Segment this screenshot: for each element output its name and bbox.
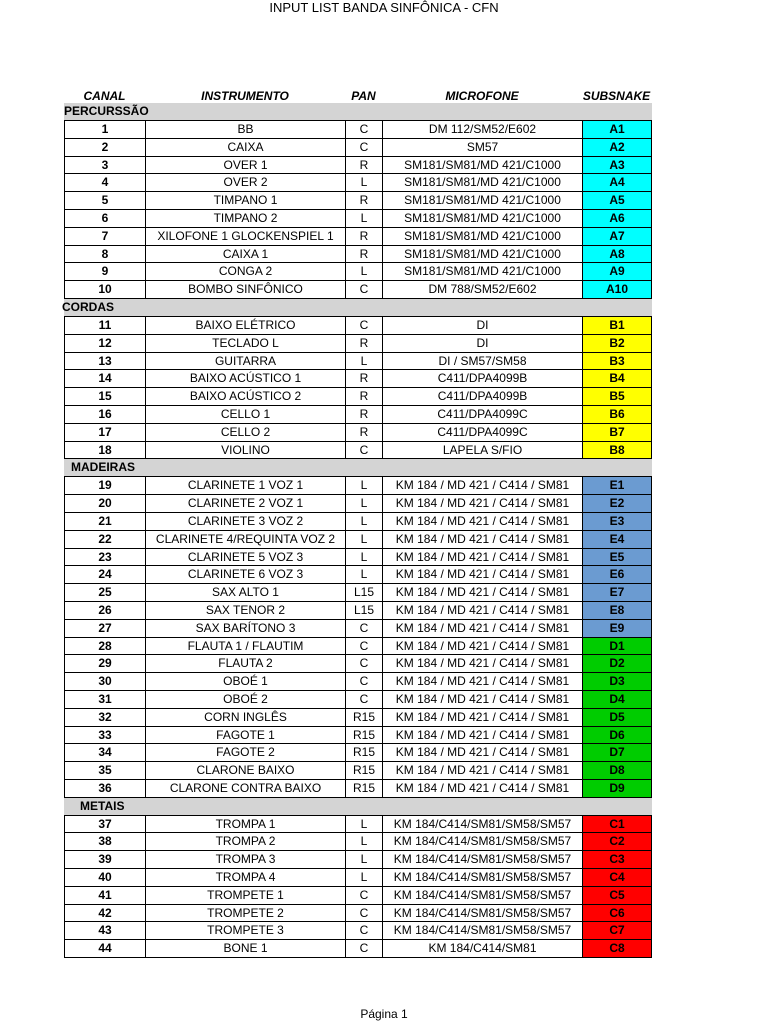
subsnake-code: B7	[583, 424, 652, 442]
microphone-name: DI	[383, 317, 583, 335]
instrument-name: VIOLINO	[146, 442, 346, 460]
subsnake-code: C2	[583, 833, 652, 851]
microphone-name: KM 184 / MD 421 / C414 / SM81	[383, 673, 583, 691]
channel-number: 30	[65, 673, 146, 691]
channel-number: 39	[65, 851, 146, 869]
pan-value: L15	[346, 602, 383, 620]
channel-number: 19	[65, 477, 146, 495]
channel-number: 13	[65, 353, 146, 371]
channel-number: 1	[65, 121, 146, 139]
table-row	[64, 246, 652, 264]
microphone-name: SM181/SM81/MD 421/C1000	[383, 174, 583, 192]
subsnake-code: D8	[583, 762, 652, 780]
table-row	[64, 442, 652, 460]
pan-value: C	[346, 317, 383, 335]
table-row	[64, 388, 652, 406]
channel-number: 36	[65, 780, 146, 798]
subsnake-code: A9	[583, 263, 652, 281]
pan-value: R15	[346, 709, 383, 727]
table-row	[64, 584, 652, 602]
microphone-name: C411/DPA4099B	[383, 370, 583, 388]
subsnake-code: C6	[583, 905, 652, 923]
pan-value: L	[346, 549, 383, 567]
instrument-name: TROMPETE 2	[146, 905, 346, 923]
section-header	[64, 798, 652, 816]
instrument-name: TROMPA 3	[146, 851, 346, 869]
subsnake-code: A1	[583, 121, 652, 139]
pan-value: C	[346, 940, 383, 958]
pan-value: R	[346, 228, 383, 246]
subsnake-code: D1	[583, 638, 652, 656]
table-row	[64, 335, 652, 353]
instrument-name: FAGOTE 2	[146, 744, 346, 762]
table-row	[64, 905, 652, 923]
pan-value: L	[346, 833, 383, 851]
table-row	[64, 655, 652, 673]
table-row	[64, 139, 652, 157]
subsnake-code: D6	[583, 727, 652, 745]
microphone-name: KM 184/C414/SM81/SM58/SM57	[383, 922, 583, 940]
table-row	[64, 353, 652, 371]
table-row	[64, 174, 652, 192]
subsnake-code: D2	[583, 655, 652, 673]
channel-number: 16	[65, 406, 146, 424]
pan-value: R	[346, 388, 383, 406]
subsnake-code: E2	[583, 495, 652, 513]
microphone-name: KM 184 / MD 421 / C414 / SM81	[383, 780, 583, 798]
subsnake-code: E8	[583, 602, 652, 620]
pan-value: C	[346, 638, 383, 656]
subsnake-code: C1	[583, 816, 652, 834]
table-row	[64, 833, 652, 851]
pan-value: L	[346, 263, 383, 281]
microphone-name: KM 184 / MD 421 / C414 / SM81	[383, 531, 583, 549]
column-headers	[64, 88, 651, 104]
table-row	[64, 513, 652, 531]
pan-value: R	[346, 157, 383, 175]
pan-value: R15	[346, 727, 383, 745]
microphone-name: KM 184/C414/SM81/SM58/SM57	[383, 887, 583, 905]
channel-number: 38	[65, 833, 146, 851]
channel-number: 21	[65, 513, 146, 531]
instrument-name: CLARINETE 2 VOZ 1	[146, 495, 346, 513]
channel-number: 41	[65, 887, 146, 905]
channel-number: 20	[65, 495, 146, 513]
microphone-name: C411/DPA4099C	[383, 406, 583, 424]
pan-value: R15	[346, 780, 383, 798]
channel-number: 6	[65, 210, 146, 228]
channel-number: 23	[65, 549, 146, 567]
section-label: PERCURSSÃO	[64, 104, 149, 118]
table-row	[64, 602, 652, 620]
table-row	[64, 851, 652, 869]
microphone-name: SM181/SM81/MD 421/C1000	[383, 263, 583, 281]
microphone-name: KM 184 / MD 421 / C414 / SM81	[383, 477, 583, 495]
microphone-name: SM181/SM81/MD 421/C1000	[383, 210, 583, 228]
pan-value: R	[346, 406, 383, 424]
subsnake-code: A3	[583, 157, 652, 175]
table-row	[64, 887, 652, 905]
table-row	[64, 157, 652, 175]
pan-value: L	[346, 174, 383, 192]
microphone-name: KM 184/C414/SM81/SM58/SM57	[383, 905, 583, 923]
instrument-name: CELLO 2	[146, 424, 346, 442]
instrument-name: CLARINETE 3 VOZ 2	[146, 513, 346, 531]
instrument-name: TROMPA 1	[146, 816, 346, 834]
subsnake-code: E9	[583, 620, 652, 638]
instrument-name: CLARONE BAIXO	[146, 762, 346, 780]
instrument-name: CELLO 1	[146, 406, 346, 424]
channel-number: 40	[65, 869, 146, 887]
subsnake-code: D5	[583, 709, 652, 727]
microphone-name: LAPELA S/FIO	[383, 442, 583, 460]
pan-value: R	[346, 424, 383, 442]
table-row	[64, 638, 652, 656]
instrument-name: CONGA 2	[146, 263, 346, 281]
subsnake-code: A4	[583, 174, 652, 192]
subsnake-code: E6	[583, 566, 652, 584]
header-canal: CANAL	[83, 89, 126, 103]
pan-value: L	[346, 513, 383, 531]
channel-number: 11	[65, 317, 146, 335]
section-label: METAIS	[80, 798, 125, 813]
subsnake-code: C7	[583, 922, 652, 940]
instrument-name: CORN INGLÊS	[146, 709, 346, 727]
section-header	[64, 103, 652, 121]
instrument-name: OVER 1	[146, 157, 346, 175]
pan-value: C	[346, 139, 383, 157]
instrument-name: CLARONE CONTRA BAIXO	[146, 780, 346, 798]
microphone-name: KM 184/C414/SM81/SM58/SM57	[383, 869, 583, 887]
channel-number: 28	[65, 638, 146, 656]
pan-value: C	[346, 887, 383, 905]
microphone-name: DI / SM57/SM58	[383, 353, 583, 371]
subsnake-code: A6	[583, 210, 652, 228]
subsnake-code: C4	[583, 869, 652, 887]
channel-number: 2	[65, 139, 146, 157]
pan-value: C	[346, 655, 383, 673]
channel-number: 27	[65, 620, 146, 638]
microphone-name: DM 112/SM52/E602	[383, 121, 583, 139]
instrument-name: CAIXA 1	[146, 246, 346, 264]
table-row	[64, 210, 652, 228]
channel-number: 18	[65, 442, 146, 460]
table-row	[64, 709, 652, 727]
section-header	[64, 459, 652, 477]
instrument-name: FAGOTE 1	[146, 727, 346, 745]
instrument-name: OVER 2	[146, 174, 346, 192]
page-footer: Página 1	[360, 1007, 408, 1021]
table-row	[64, 317, 652, 335]
subsnake-code: E1	[583, 477, 652, 495]
microphone-name: KM 184 / MD 421 / C414 / SM81	[383, 727, 583, 745]
instrument-name: BOMBO SINFÔNICO	[146, 281, 346, 299]
pan-value: C	[346, 673, 383, 691]
pan-value: L	[346, 477, 383, 495]
microphone-name: KM 184 / MD 421 / C414 / SM81	[383, 602, 583, 620]
channel-number: 7	[65, 228, 146, 246]
subsnake-code: B1	[583, 317, 652, 335]
channel-number: 44	[65, 940, 146, 958]
subsnake-code: B4	[583, 370, 652, 388]
microphone-name: KM 184/C414/SM81/SM58/SM57	[383, 816, 583, 834]
channel-number: 15	[65, 388, 146, 406]
table-row	[64, 620, 652, 638]
microphone-name: SM181/SM81/MD 421/C1000	[383, 157, 583, 175]
subsnake-code: D3	[583, 673, 652, 691]
instrument-name: BONE 1	[146, 940, 346, 958]
table-row	[64, 816, 652, 834]
table-row	[64, 762, 652, 780]
channel-number: 12	[65, 335, 146, 353]
microphone-name: SM181/SM81/MD 421/C1000	[383, 192, 583, 210]
subsnake-code: A5	[583, 192, 652, 210]
pan-value: L15	[346, 584, 383, 602]
pan-value: R	[346, 335, 383, 353]
subsnake-code: A10	[583, 281, 652, 299]
pan-value: C	[346, 691, 383, 709]
channel-number: 29	[65, 655, 146, 673]
pan-value: R15	[346, 744, 383, 762]
table-row	[64, 192, 652, 210]
instrument-name: TROMPETE 1	[146, 887, 346, 905]
subsnake-code: C8	[583, 940, 652, 958]
microphone-name: KM 184 / MD 421 / C414 / SM81	[383, 513, 583, 531]
table-row	[64, 673, 652, 691]
pan-value: C	[346, 121, 383, 139]
instrument-name: TECLADO L	[146, 335, 346, 353]
subsnake-code: E3	[583, 513, 652, 531]
microphone-name: C411/DPA4099B	[383, 388, 583, 406]
instrument-name: TROMPA 4	[146, 869, 346, 887]
channel-number: 33	[65, 727, 146, 745]
pan-value: L	[346, 531, 383, 549]
table-row	[64, 531, 652, 549]
channel-number: 34	[65, 744, 146, 762]
subsnake-code: B8	[583, 442, 652, 460]
pan-value: L	[346, 851, 383, 869]
section-label: MADEIRAS	[71, 460, 136, 475]
channel-number: 42	[65, 905, 146, 923]
instrument-name: TIMPANO 2	[146, 210, 346, 228]
pan-value: C	[346, 281, 383, 299]
header-pan: PAN	[351, 89, 376, 103]
table-row	[64, 370, 652, 388]
microphone-name: SM57	[383, 139, 583, 157]
instrument-name: SAX ALTO 1	[146, 584, 346, 602]
instrument-name: TROMPETE 3	[146, 922, 346, 940]
microphone-name: KM 184 / MD 421 / C414 / SM81	[383, 709, 583, 727]
instrument-name: CLARINETE 6 VOZ 3	[146, 566, 346, 584]
section-label: CORDAS	[62, 299, 115, 314]
table-row	[64, 727, 652, 745]
subsnake-code: A2	[583, 139, 652, 157]
instrument-name: CLARINETE 5 VOZ 3	[146, 549, 346, 567]
channel-number: 37	[65, 816, 146, 834]
pan-value: L	[346, 210, 383, 228]
instrument-name: FLAUTA 1 / FLAUTIM	[146, 638, 346, 656]
channel-number: 8	[65, 246, 146, 264]
microphone-name: KM 184 / MD 421 / C414 / SM81	[383, 566, 583, 584]
channel-number: 3	[65, 157, 146, 175]
subsnake-code: D9	[583, 780, 652, 798]
microphone-name: DI	[383, 335, 583, 353]
pan-value: R	[346, 370, 383, 388]
subsnake-code: B3	[583, 353, 652, 371]
table-row	[64, 424, 652, 442]
microphone-name: KM 184/C414/SM81/SM58/SM57	[383, 833, 583, 851]
channel-number: 31	[65, 691, 146, 709]
microphone-name: KM 184 / MD 421 / C414 / SM81	[383, 495, 583, 513]
channel-number: 4	[65, 174, 146, 192]
microphone-name: KM 184 / MD 421 / C414 / SM81	[383, 638, 583, 656]
table-row	[64, 780, 652, 798]
microphone-name: C411/DPA4099C	[383, 424, 583, 442]
subsnake-code: D7	[583, 744, 652, 762]
microphone-name: KM 184 / MD 421 / C414 / SM81	[383, 584, 583, 602]
table-row	[64, 406, 652, 424]
subsnake-code: D4	[583, 691, 652, 709]
subsnake-code: B2	[583, 335, 652, 353]
subsnake-code: E5	[583, 549, 652, 567]
instrument-name: XILOFONE 1 GLOCKENSPIEL 1	[146, 228, 346, 246]
microphone-name: KM 184 / MD 421 / C414 / SM81	[383, 744, 583, 762]
instrument-name: OBOÉ 2	[146, 691, 346, 709]
pan-value: R	[346, 192, 383, 210]
channel-number: 17	[65, 424, 146, 442]
table-row	[64, 495, 652, 513]
instrument-name: OBOÉ 1	[146, 673, 346, 691]
table-row	[64, 121, 652, 139]
table-row	[64, 566, 652, 584]
subsnake-code: C5	[583, 887, 652, 905]
microphone-name: KM 184 / MD 421 / C414 / SM81	[383, 549, 583, 567]
table-row	[64, 744, 652, 762]
table-row	[64, 549, 652, 567]
instrument-name: TIMPANO 1	[146, 192, 346, 210]
channel-number: 9	[65, 263, 146, 281]
instrument-name: SAX TENOR 2	[146, 602, 346, 620]
microphone-name: DM 788/SM52/E602	[383, 281, 583, 299]
microphone-name: KM 184 / MD 421 / C414 / SM81	[383, 691, 583, 709]
microphone-name: KM 184/C414/SM81/SM58/SM57	[383, 851, 583, 869]
pan-value: L	[346, 566, 383, 584]
pan-value: R	[346, 246, 383, 264]
pan-value: L	[346, 869, 383, 887]
channel-number: 22	[65, 531, 146, 549]
table-row	[64, 869, 652, 887]
microphone-name: KM 184 / MD 421 / C414 / SM81	[383, 620, 583, 638]
pan-value: C	[346, 442, 383, 460]
header-subsnake: SUBSNAKE	[582, 89, 651, 103]
microphone-name: KM 184/C414/SM81	[383, 940, 583, 958]
table-row	[64, 263, 652, 281]
channel-number: 14	[65, 370, 146, 388]
channel-number: 10	[65, 281, 146, 299]
microphone-name: SM181/SM81/MD 421/C1000	[383, 228, 583, 246]
channel-number: 32	[65, 709, 146, 727]
microphone-name: KM 184 / MD 421 / C414 / SM81	[383, 655, 583, 673]
pan-value: L	[346, 353, 383, 371]
header-instrumento: INSTRUMENTO	[201, 89, 289, 103]
section-header	[64, 299, 652, 317]
pan-value: L	[346, 495, 383, 513]
subsnake-code: A8	[583, 246, 652, 264]
pan-value: C	[346, 620, 383, 638]
instrument-name: FLAUTA 2	[146, 655, 346, 673]
instrument-name: BAIXO ELÉTRICO	[146, 317, 346, 335]
table-row	[64, 477, 652, 495]
microphone-name: SM181/SM81/MD 421/C1000	[383, 246, 583, 264]
instrument-name: BB	[146, 121, 346, 139]
instrument-name: CLARINETE 1 VOZ 1	[146, 477, 346, 495]
subsnake-code: C3	[583, 851, 652, 869]
table-row	[64, 691, 652, 709]
channel-number: 35	[65, 762, 146, 780]
channel-number: 25	[65, 584, 146, 602]
document-title: INPUT LIST BANDA SINFÔNICA - CFN	[269, 0, 499, 15]
subsnake-code: E4	[583, 531, 652, 549]
instrument-name: BAIXO ACÚSTICO 2	[146, 388, 346, 406]
pan-value: R15	[346, 762, 383, 780]
table-row	[64, 922, 652, 940]
subsnake-code: A7	[583, 228, 652, 246]
microphone-name: KM 184 / MD 421 / C414 / SM81	[383, 762, 583, 780]
subsnake-code: E7	[583, 584, 652, 602]
channel-number: 24	[65, 566, 146, 584]
table-row	[64, 281, 652, 299]
instrument-name: CAIXA	[146, 139, 346, 157]
pan-value: C	[346, 922, 383, 940]
instrument-name: TROMPA 2	[146, 833, 346, 851]
pan-value: L	[346, 816, 383, 834]
table-row	[64, 940, 652, 958]
subsnake-code: B5	[583, 388, 652, 406]
instrument-name: BAIXO ACÚSTICO 1	[146, 370, 346, 388]
table-row	[64, 228, 652, 246]
channel-number: 43	[65, 922, 146, 940]
instrument-name: CLARINETE 4/REQUINTA VOZ 2	[146, 531, 346, 549]
header-microfone: MICROFONE	[445, 89, 519, 103]
instrument-name: GUITARRA	[146, 353, 346, 371]
channel-number: 5	[65, 192, 146, 210]
channel-number: 26	[65, 602, 146, 620]
subsnake-code: B6	[583, 406, 652, 424]
pan-value: C	[346, 905, 383, 923]
input-list-table	[64, 103, 652, 958]
instrument-name: SAX BARÍTONO 3	[146, 620, 346, 638]
